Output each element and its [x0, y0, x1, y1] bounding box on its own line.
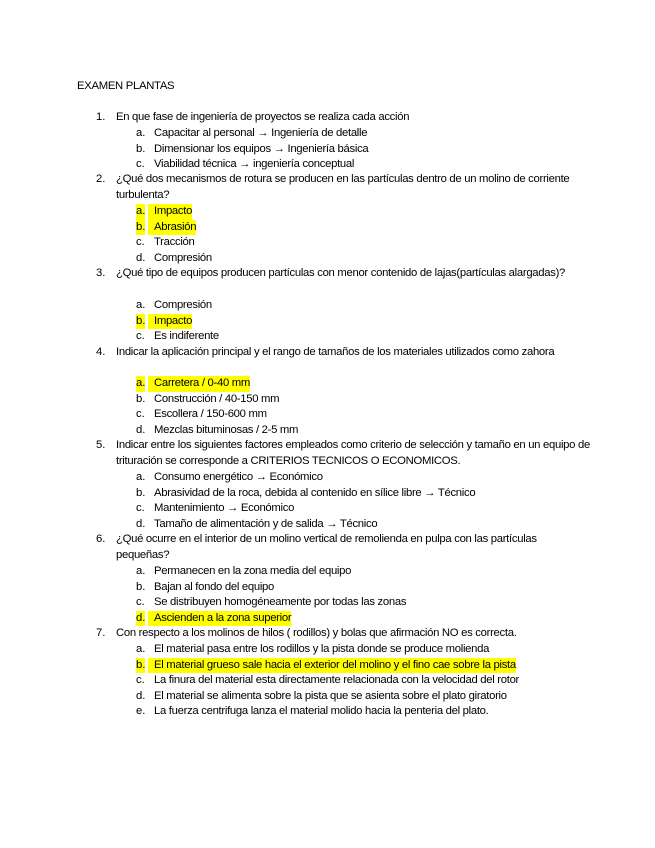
option-5b [0, 486, 655, 502]
option-7c [0, 673, 655, 689]
option-text: Bajan al fondo del equipo [154, 580, 275, 593]
option-2a [0, 204, 655, 220]
option-letter: c. [136, 408, 145, 420]
option-letter: a. [136, 127, 146, 139]
option-letter: c. [136, 674, 145, 686]
option-letter: b. [136, 220, 145, 236]
option-letter: a. [136, 299, 146, 311]
option-letter: b. [136, 580, 146, 593]
option-letter: e. [136, 705, 146, 717]
option-text: Consumo energético → Económico [154, 471, 323, 483]
option-3c [0, 329, 655, 345]
option-letter: d. [136, 611, 145, 627]
option-text: Escollera / 150-600 mm [154, 408, 267, 420]
exam-title: EXAMEN PLANTAS [77, 80, 175, 92]
option-letter: c. [136, 236, 145, 248]
option-text: Dimensionar los equipos → Ingeniería básica [154, 142, 369, 155]
question-text: En que fase de ingeniería de proyectos se realiza cada acción [116, 111, 410, 123]
option-text: Capacitar al personal → Ingeniería de detalle [154, 127, 368, 139]
question-text: Con respecto a los molinos de hilos ( rodillos) y bolas que afirmación NO es correcta. [116, 627, 517, 639]
option-text: Tracción [154, 236, 195, 248]
option-letter: b. [136, 392, 146, 405]
option-5d [0, 517, 655, 533]
option-1a [0, 126, 655, 142]
option-letter: a. [136, 376, 145, 392]
option-1c [0, 157, 655, 173]
option-letter: c. [136, 158, 145, 170]
option-2c [0, 235, 655, 251]
option-letter: d. [136, 517, 146, 530]
option-letter: c. [136, 596, 145, 608]
question-number: 7. [96, 627, 106, 639]
option-letter: a. [136, 565, 146, 577]
option-7a [0, 642, 655, 658]
option-2d [0, 251, 655, 267]
option-1b [0, 142, 655, 158]
option-letter: c. [136, 330, 145, 342]
option-letter: b. [136, 658, 145, 674]
option-text: Mantenimiento → Económico [154, 502, 295, 514]
option-letter: a. [136, 204, 145, 220]
option-text: Es indiferente [154, 330, 219, 342]
option-text: El material se alimenta sobre la pista que se asienta sobre el plato giratorio [154, 689, 507, 702]
option-letter: a. [136, 643, 146, 655]
question-text: ¿Qué dos mecanismos de rotura se producen en las partículas dentro de un molino de corriente turbulenta? [116, 173, 570, 201]
option-text-highlighted: Abrasión [148, 220, 196, 236]
option-text: Construcción / 40-150 mm [154, 392, 280, 405]
option-4d [0, 423, 655, 439]
option-text-highlighted: El material grueso sale hacia el exterior del molino y el fino cae sobre la pista [148, 658, 516, 674]
option-text: Abrasividad de la roca, debida al contenido en sílice libre → Técnico [154, 486, 476, 499]
option-7d [0, 689, 655, 705]
option-5c [0, 501, 655, 517]
option-7e [0, 704, 655, 720]
option-text: El material pasa entre los rodillos y la pista donde se produce molienda [154, 643, 490, 655]
option-letter: b. [136, 142, 146, 155]
question-number: 1. [96, 111, 106, 123]
question-number: 4. [96, 346, 106, 358]
option-text: Compresión [154, 251, 212, 264]
option-3a [0, 298, 655, 314]
option-2b [0, 220, 655, 236]
question-number: 2. [96, 173, 106, 185]
option-text-highlighted: Ascienden a la zona superior [148, 611, 291, 627]
option-text-highlighted: Carretera / 0-40 mm [148, 376, 250, 392]
option-text-highlighted: Impacto [148, 204, 192, 220]
option-text: Viabilidad técnica → ingeniería conceptual [154, 158, 355, 170]
question-text: Indicar entre los siguientes factores empleados como criterio de selección y tamaño en un equipo de trituración se corresponde a CRITERIOS TECNICOS O ECONOMICOS. [116, 439, 590, 467]
option-letter: b. [136, 486, 146, 499]
option-6a [0, 564, 655, 580]
option-text: La finura del material esta directamente relacionada con la velocidad del rotor [154, 674, 520, 686]
question-text: Indicar la aplicación principal y el rango de tamaños de los materiales utilizados como zahora [116, 346, 555, 358]
option-text: Tamaño de alimentación y de salida → Técnico [154, 517, 378, 530]
option-6b [0, 580, 655, 596]
question-text: ¿Qué ocurre en el interior de un molino vertical de remolienda en pulpa con las partículas pequeñas? [116, 533, 537, 561]
option-7b [0, 658, 655, 674]
option-text: Compresión [154, 299, 212, 311]
option-letter: d. [136, 423, 146, 436]
option-letter: c. [136, 502, 145, 514]
question-text: ¿Qué tipo de equipos producen partículas con menor contenido de lajas(partículas alargadas)? [116, 267, 566, 279]
option-letter: d. [136, 251, 146, 264]
option-text: La fuerza centrifuga lanza el material molido hacia la penteria del plato. [154, 705, 489, 717]
option-5a [0, 470, 655, 486]
option-4b [0, 392, 655, 408]
option-4c [0, 407, 655, 423]
option-6d [0, 611, 655, 627]
option-letter: b. [136, 314, 145, 330]
option-6c [0, 595, 655, 611]
option-text: Mezclas bituminosas / 2-5 mm [154, 423, 299, 436]
option-4a [0, 376, 655, 392]
option-text-highlighted: Impacto [148, 314, 192, 330]
question-number: 3. [96, 267, 106, 279]
option-letter: d. [136, 689, 146, 702]
option-text: Permanecen en la zona media del equipo [154, 565, 352, 577]
question-number: 5. [96, 439, 106, 451]
option-letter: a. [136, 471, 146, 483]
option-text: Se distribuyen homogéneamente por todas las zonas [154, 596, 407, 608]
question-number: 6. [96, 533, 106, 545]
option-3b [0, 314, 655, 330]
